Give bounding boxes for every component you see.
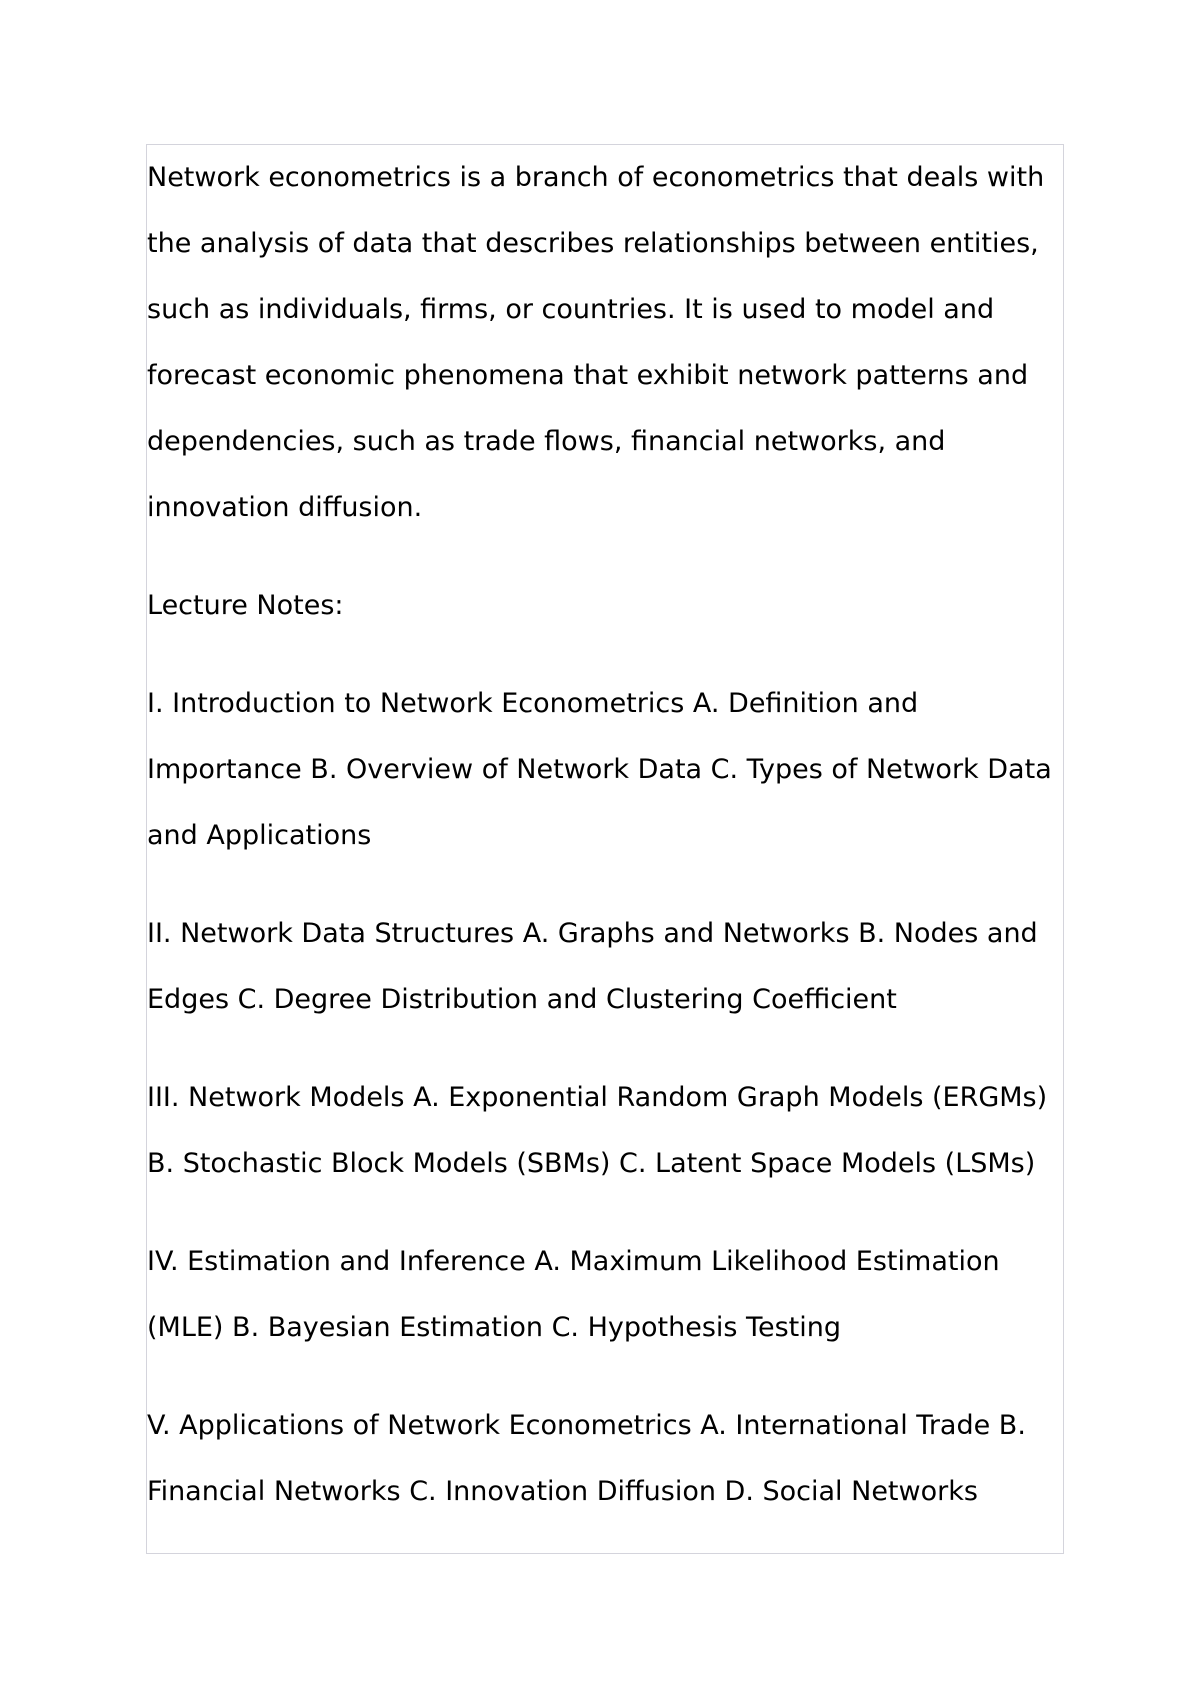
intro-paragraph: Network econometrics is a branch of econometrics that deals with the analysis of data that describes relationships between entities, such as individuals, firms, or countries. It is used to model and forecast economic phenomena that exhibit network patterns and dependencies, such as trade flows, financial networks, and innovation diffusion. — [147, 162, 1045, 523]
document-text-box — [146, 144, 1064, 1554]
lecture-notes-heading: Lecture Notes: — [147, 590, 344, 621]
section-4-paragraph: IV. Estimation and Inference A. Maximum Likelihood Estimation (MLE) B. Bayesian Estimation C. Hypothesis Testing — [147, 1246, 1000, 1343]
section-3-paragraph: III. Network Models A. Exponential Random Graph Models (ERGMs) B. Stochastic Block Models (SBMs) C. Latent Space Models (LSMs) — [147, 1082, 1048, 1179]
section-5-paragraph: V. Applications of Network Econometrics A. International Trade B. Financial Networks C. Innovation Diffusion D. Social Networks — [147, 1410, 1026, 1507]
section-1-paragraph: I. Introduction to Network Econometrics A. Definition and Importance B. Overview of Network Data C. Types of Network Data and Applications — [147, 688, 1052, 851]
section-2-paragraph: II. Network Data Structures A. Graphs and Networks B. Nodes and Edges C. Degree Distribution and Clustering Coefficient — [147, 918, 1038, 1015]
